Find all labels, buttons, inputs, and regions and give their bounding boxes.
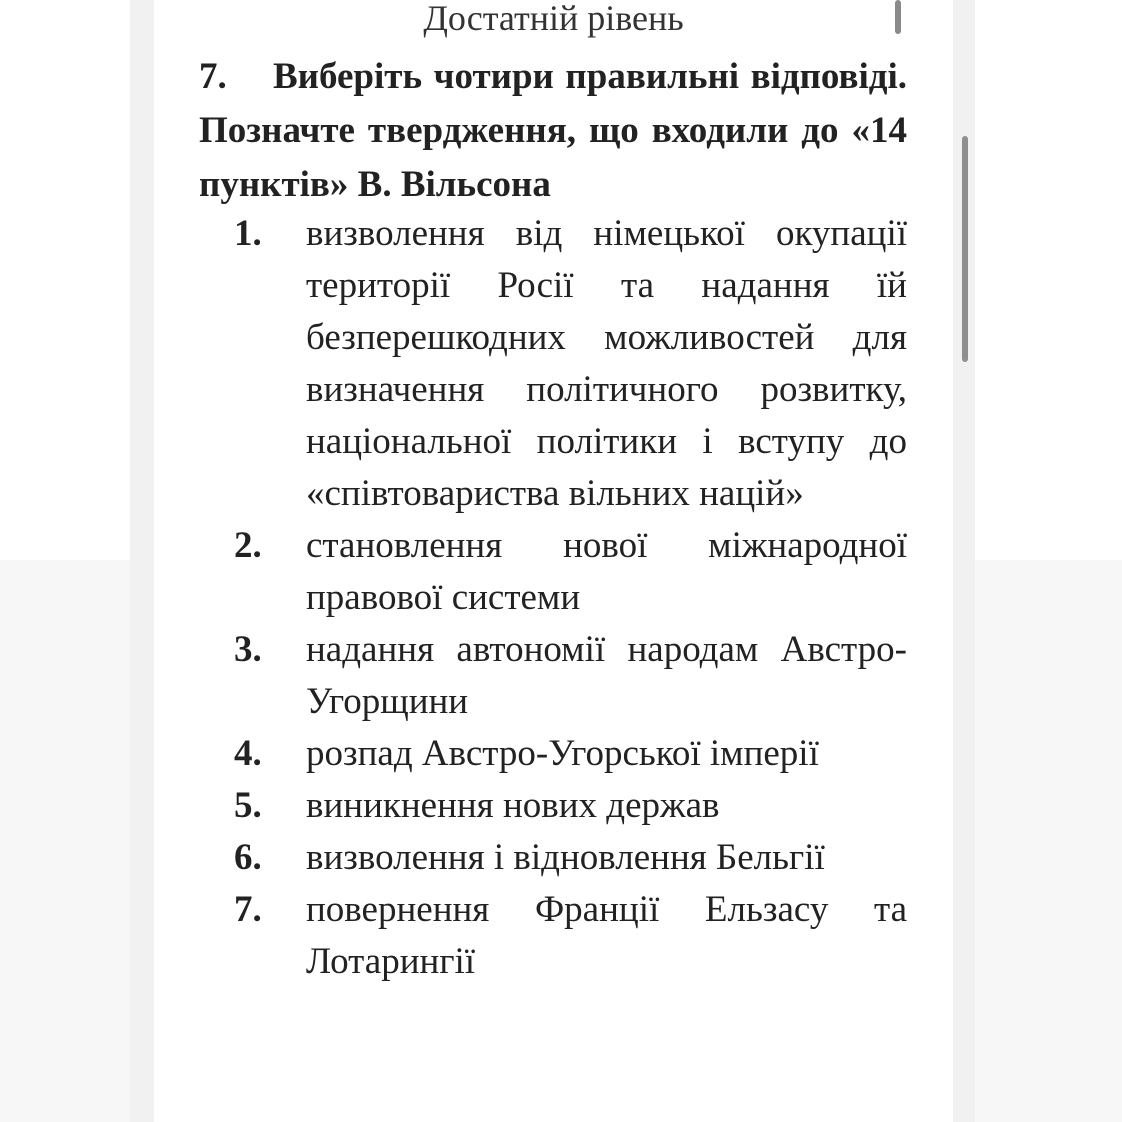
answer-text: визволення від німецької окупації території Росії та надання їй безперешкодних можливостей для визначення політичного розвитку, національної політики і вступу до «співтовариства вільних націй» bbox=[306, 213, 907, 514]
answer-text: виникнення нових держав bbox=[306, 785, 720, 826]
answer-text: визволення і відновлення Бельгії bbox=[306, 837, 825, 878]
answer-text: розпад Австро-Угорської імперії bbox=[306, 733, 819, 774]
answer-item bbox=[199, 208, 907, 520]
question bbox=[199, 50, 907, 212]
scrollbar-thumb[interactable] bbox=[962, 136, 968, 362]
answer-item bbox=[199, 884, 907, 988]
answer-number: 2. bbox=[234, 525, 262, 566]
question-number: 7. bbox=[199, 56, 227, 97]
answer-text: повернення Франції Ельзасу та Лотарингії bbox=[306, 889, 907, 982]
level-title: Достатній рівень bbox=[423, 0, 684, 38]
answer-item bbox=[199, 624, 907, 728]
question-text: Виберіть чотири правильні відповіді. Позначте твердження, що входили до «14 пунктів» В. Вільсона bbox=[199, 56, 907, 205]
answer-number: 7. bbox=[234, 889, 262, 930]
answer-item bbox=[199, 832, 907, 884]
answer-item bbox=[199, 780, 907, 832]
scrollbar-top-indicator[interactable] bbox=[895, 0, 901, 34]
answer-text: становлення нової міжнародної правової системи bbox=[306, 525, 907, 618]
answer-list bbox=[199, 208, 907, 988]
answer-number: 1. bbox=[234, 213, 262, 254]
answer-text: надання автономії народам Австро-Угорщини bbox=[306, 629, 907, 722]
answer-number: 3. bbox=[234, 629, 262, 670]
answer-item bbox=[199, 520, 907, 624]
page-edge-left bbox=[130, 0, 154, 1122]
answer-number: 4. bbox=[234, 733, 262, 774]
answer-number: 6. bbox=[234, 837, 262, 878]
answer-item bbox=[199, 728, 907, 780]
answer-number: 5. bbox=[234, 785, 262, 826]
